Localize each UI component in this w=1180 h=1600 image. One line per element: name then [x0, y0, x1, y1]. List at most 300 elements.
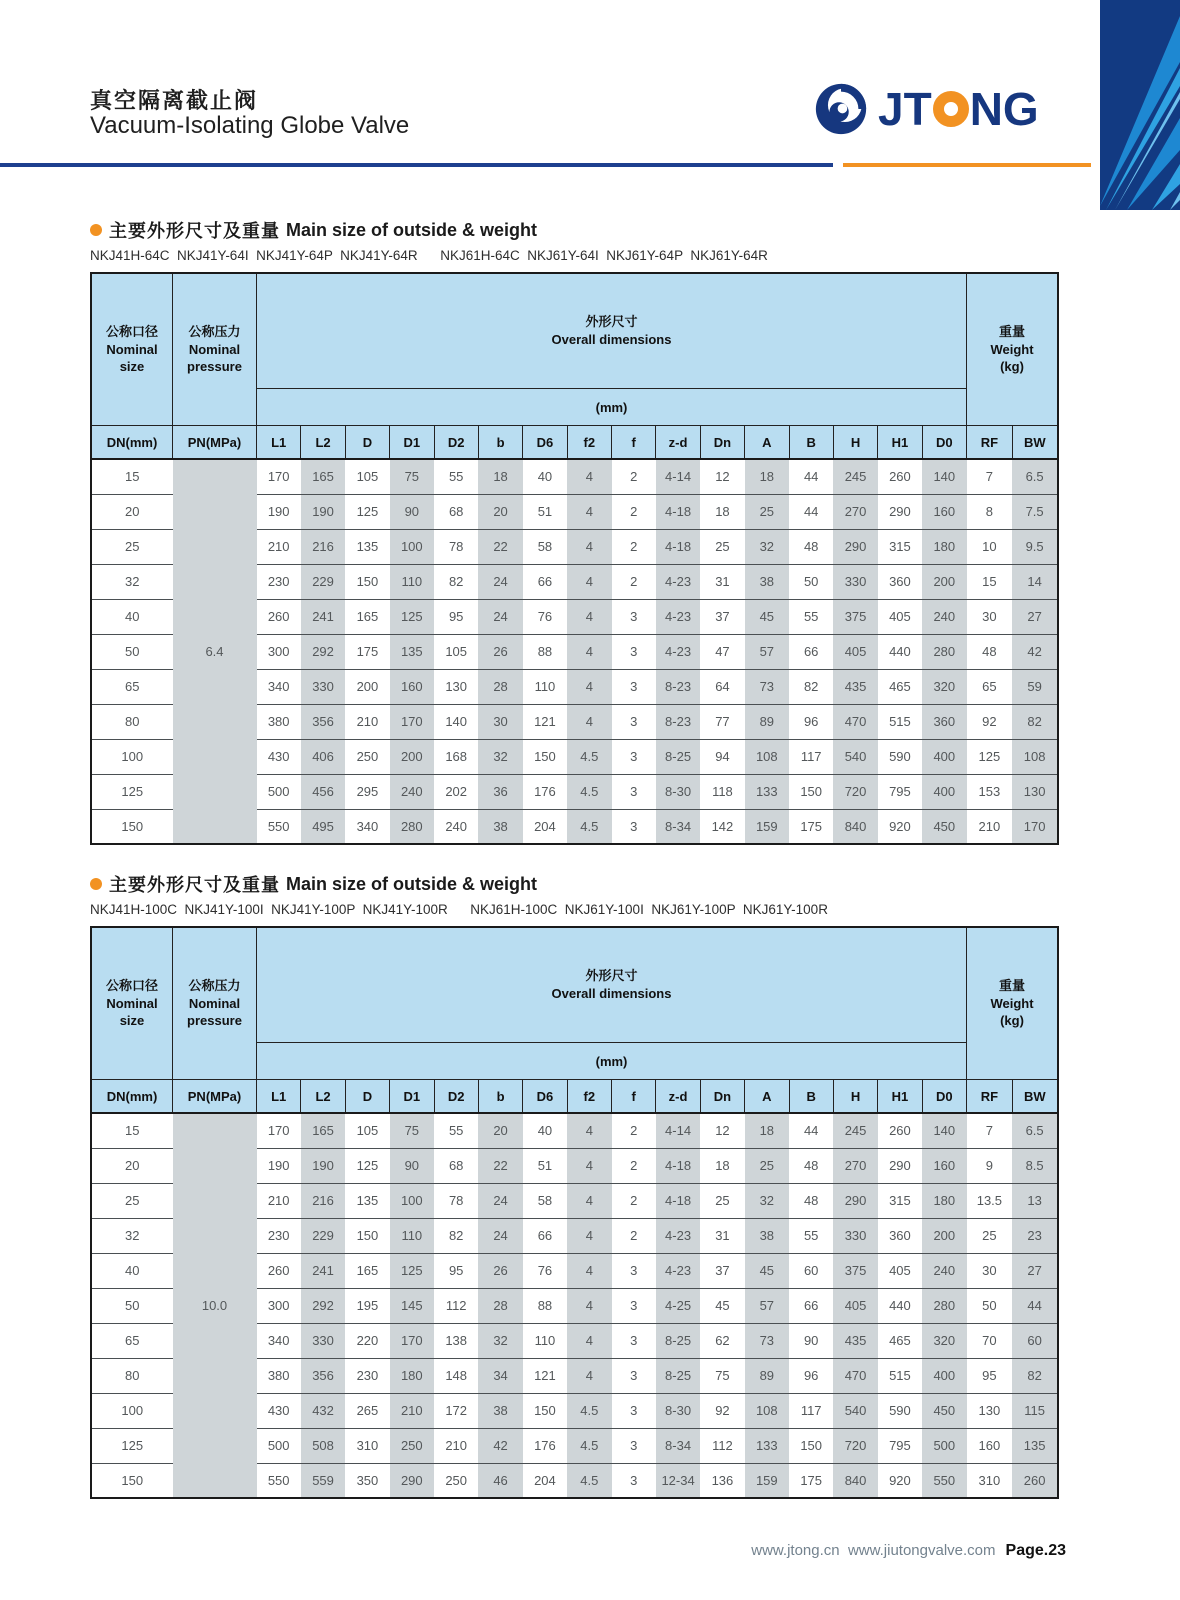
cell-f2: 4 — [567, 529, 611, 564]
cell-b: 50 — [789, 564, 833, 599]
cell-h1: 920 — [878, 809, 922, 844]
cell-z-d: 4-25 — [656, 1288, 700, 1323]
cell-d1: 135 — [390, 634, 434, 669]
cell-h: 375 — [833, 1253, 877, 1288]
cell-rf: 160 — [967, 1428, 1013, 1463]
page-title-english: Vacuum-Isolating Globe Valve — [90, 112, 410, 139]
cell-b: 30 — [478, 704, 522, 739]
column-header-bw: BW — [1012, 1080, 1058, 1114]
cell-rf: 65 — [967, 669, 1013, 704]
cell-d2: 202 — [434, 774, 478, 809]
cell-l2: 330 — [301, 669, 345, 704]
cell-dn: 64 — [700, 669, 744, 704]
cell-dn: 25 — [700, 529, 744, 564]
cell-h1: 590 — [878, 1393, 922, 1428]
cell-l1: 380 — [257, 1358, 301, 1393]
dn-value: 80 — [91, 1358, 173, 1393]
cell-f: 3 — [612, 1393, 656, 1428]
cell-a: 73 — [745, 669, 789, 704]
column-header-h1: H1 — [878, 1080, 922, 1114]
cell-b: 24 — [478, 1183, 522, 1218]
cell-a: 32 — [745, 1183, 789, 1218]
cell-h1: 405 — [878, 1253, 922, 1288]
cell-f: 3 — [612, 1358, 656, 1393]
cell-b: 117 — [789, 739, 833, 774]
cell-z-d: 8-25 — [656, 1323, 700, 1358]
cell-d6: 40 — [523, 459, 567, 494]
cell-bw: 14 — [1012, 564, 1058, 599]
cell-d1: 290 — [390, 1463, 434, 1498]
cell-b: 28 — [478, 669, 522, 704]
cell-f: 3 — [612, 1463, 656, 1498]
cell-rf: 130 — [967, 1393, 1013, 1428]
cell-h: 435 — [833, 1323, 877, 1358]
cell-d6: 66 — [523, 564, 567, 599]
cell-dn: 18 — [700, 494, 744, 529]
cell-d: 175 — [345, 634, 389, 669]
column-header-d0: D0 — [922, 426, 966, 460]
column-header-a: A — [745, 1080, 789, 1114]
cell-dn: 18 — [700, 1148, 744, 1183]
column-header-l1: L1 — [257, 1080, 301, 1114]
cell-a: 133 — [745, 774, 789, 809]
cell-dn: 31 — [700, 564, 744, 599]
cell-d: 220 — [345, 1323, 389, 1358]
cell-dn: 31 — [700, 1218, 744, 1253]
cell-d6: 121 — [523, 704, 567, 739]
section-title-en: Main size of outside & weight — [286, 219, 538, 240]
column-header-l2: L2 — [301, 426, 345, 460]
cell-f2: 4.5 — [567, 1393, 611, 1428]
cell-rf: 92 — [967, 704, 1013, 739]
cell-rf: 30 — [967, 1253, 1013, 1288]
cell-b: 20 — [478, 1113, 522, 1148]
cell-h: 840 — [833, 1463, 877, 1498]
cell-f2: 4 — [567, 599, 611, 634]
cell-h1: 260 — [878, 1113, 922, 1148]
corner-stripes-decoration — [1100, 0, 1180, 210]
cell-f2: 4 — [567, 634, 611, 669]
column-header-nominal-pressure: 公称压力 Nominal pressure — [173, 273, 257, 426]
cell-h: 405 — [833, 1288, 877, 1323]
cell-d0: 240 — [922, 1253, 966, 1288]
model-numbers: NKJ41H-64C NKJ41Y-64I NKJ41Y-64P NKJ41Y-64R NKJ61H-64C NKJ61Y-64I NKJ61Y-64P NKJ61Y-64R — [90, 248, 768, 263]
column-header-overall-dimensions: 外形尺寸 Overall dimensions — [257, 273, 967, 389]
cell-z-d: 4-14 — [656, 459, 700, 494]
cell-d1: 280 — [390, 809, 434, 844]
cell-rf: 50 — [967, 1288, 1013, 1323]
cell-bw: 44 — [1012, 1288, 1058, 1323]
column-header-f2: f2 — [567, 426, 611, 460]
cell-f: 2 — [612, 529, 656, 564]
column-header-d: D — [345, 1080, 389, 1114]
column-header-l2: L2 — [301, 1080, 345, 1114]
section-title — [90, 218, 1066, 242]
cell-f: 2 — [612, 1148, 656, 1183]
cell-d6: 51 — [523, 494, 567, 529]
cell-f2: 4 — [567, 1253, 611, 1288]
cell-dn: 136 — [700, 1463, 744, 1498]
cell-z-d: 8-23 — [656, 704, 700, 739]
section-title-zh: 主要外形尺寸及重量 — [109, 875, 280, 895]
cell-rf: 10 — [967, 529, 1013, 564]
cell-d2: 105 — [434, 634, 478, 669]
cell-d2: 82 — [434, 1218, 478, 1253]
cell-d2: 240 — [434, 809, 478, 844]
cell-b: 96 — [789, 704, 833, 739]
cell-d2: 168 — [434, 739, 478, 774]
cell-h1: 405 — [878, 599, 922, 634]
cell-bw: 23 — [1012, 1218, 1058, 1253]
cell-h: 290 — [833, 1183, 877, 1218]
cell-rf: 125 — [967, 739, 1013, 774]
cell-a: 108 — [745, 1393, 789, 1428]
cell-b: 55 — [789, 599, 833, 634]
cell-bw: 6.5 — [1012, 1113, 1058, 1148]
cell-a: 45 — [745, 599, 789, 634]
cell-h1: 465 — [878, 669, 922, 704]
cell-h: 375 — [833, 599, 877, 634]
cell-h1: 290 — [878, 1148, 922, 1183]
cell-a: 25 — [745, 494, 789, 529]
cell-d1: 75 — [390, 1113, 434, 1148]
cell-bw: 27 — [1012, 1253, 1058, 1288]
dn-value: 100 — [91, 1393, 173, 1428]
cell-bw: 13 — [1012, 1183, 1058, 1218]
column-header-rf: RF — [967, 426, 1013, 460]
cell-d2: 82 — [434, 564, 478, 599]
cell-l2: 356 — [301, 1358, 345, 1393]
table-body — [91, 1113, 1058, 1498]
cell-d2: 112 — [434, 1288, 478, 1323]
cell-b: 55 — [789, 1218, 833, 1253]
cell-rf: 30 — [967, 599, 1013, 634]
cell-d: 165 — [345, 599, 389, 634]
cell-l2: 292 — [301, 1288, 345, 1323]
cell-d0: 450 — [922, 1393, 966, 1428]
cell-d1: 110 — [390, 564, 434, 599]
cell-d2: 172 — [434, 1393, 478, 1428]
cell-d1: 180 — [390, 1358, 434, 1393]
header-divider-blue — [0, 163, 833, 167]
dimensions-table-pn64 — [90, 272, 1059, 845]
cell-b: 20 — [478, 494, 522, 529]
cell-f: 2 — [612, 494, 656, 529]
cell-b: 22 — [478, 1148, 522, 1183]
cell-z-d: 4-23 — [656, 634, 700, 669]
cell-d: 230 — [345, 1358, 389, 1393]
cell-d0: 280 — [922, 634, 966, 669]
cell-d1: 160 — [390, 669, 434, 704]
cell-h: 540 — [833, 739, 877, 774]
cell-b: 44 — [789, 1113, 833, 1148]
cell-d1: 170 — [390, 704, 434, 739]
cell-d2: 68 — [434, 494, 478, 529]
column-header-dn: DN(mm) — [91, 1080, 173, 1114]
cell-d6: 204 — [523, 809, 567, 844]
cell-d6: 121 — [523, 1358, 567, 1393]
dn-value: 15 — [91, 459, 173, 494]
cell-h1: 315 — [878, 529, 922, 564]
cell-h: 720 — [833, 1428, 877, 1463]
column-header-dn: Dn — [700, 1080, 744, 1114]
cell-l2: 406 — [301, 739, 345, 774]
cell-f: 3 — [612, 669, 656, 704]
cell-rf: 310 — [967, 1463, 1013, 1498]
cell-h: 330 — [833, 564, 877, 599]
cell-f2: 4 — [567, 1113, 611, 1148]
cell-d6: 58 — [523, 1183, 567, 1218]
cell-l1: 380 — [257, 704, 301, 739]
footer-urls: www.jtong.cn www.jiutongvalve.com — [751, 1542, 996, 1559]
cell-z-d: 12-34 — [656, 1463, 700, 1498]
dn-value: 40 — [91, 599, 173, 634]
column-header-b: B — [789, 1080, 833, 1114]
column-header-pn: PN(MPa) — [173, 426, 257, 460]
cell-f2: 4 — [567, 669, 611, 704]
cell-d0: 160 — [922, 1148, 966, 1183]
section-title-zh: 主要外形尺寸及重量 — [109, 221, 280, 241]
logo-text-jt: JT — [878, 83, 932, 135]
cell-b: 42 — [478, 1428, 522, 1463]
logo-swirl-icon — [812, 80, 870, 138]
column-header-d6: D6 — [523, 1080, 567, 1114]
table-row-dn-15 — [91, 459, 1058, 494]
cell-f: 2 — [612, 1218, 656, 1253]
cell-b: 90 — [789, 1323, 833, 1358]
cell-d: 165 — [345, 1253, 389, 1288]
cell-d6: 66 — [523, 1218, 567, 1253]
cell-f: 3 — [612, 704, 656, 739]
cell-d0: 200 — [922, 1218, 966, 1253]
cell-z-d: 8-23 — [656, 669, 700, 704]
column-header-f: f — [612, 1080, 656, 1114]
cell-dn: 12 — [700, 459, 744, 494]
cell-dn: 37 — [700, 1253, 744, 1288]
cell-a: 159 — [745, 809, 789, 844]
cell-d: 150 — [345, 564, 389, 599]
cell-rf: 95 — [967, 1358, 1013, 1393]
cell-b: 24 — [478, 1218, 522, 1253]
dn-value: 65 — [91, 1323, 173, 1358]
cell-d: 265 — [345, 1393, 389, 1428]
cell-f: 2 — [612, 1113, 656, 1148]
cell-f: 3 — [612, 774, 656, 809]
cell-f2: 4 — [567, 1148, 611, 1183]
cell-d6: 88 — [523, 1288, 567, 1323]
cell-bw: 6.5 — [1012, 459, 1058, 494]
cell-b: 66 — [789, 1288, 833, 1323]
cell-b: 48 — [789, 1183, 833, 1218]
cell-l1: 190 — [257, 1148, 301, 1183]
cell-d1: 210 — [390, 1393, 434, 1428]
cell-l2: 190 — [301, 1148, 345, 1183]
cell-dn: 62 — [700, 1323, 744, 1358]
section-pn64 — [90, 218, 1066, 845]
cell-h1: 360 — [878, 564, 922, 599]
cell-l2: 330 — [301, 1323, 345, 1358]
cell-dn: 142 — [700, 809, 744, 844]
cell-h: 470 — [833, 704, 877, 739]
cell-a: 133 — [745, 1428, 789, 1463]
cell-a: 18 — [745, 1113, 789, 1148]
cell-h1: 590 — [878, 739, 922, 774]
cell-d6: 88 — [523, 634, 567, 669]
section-pn100 — [90, 872, 1066, 1499]
cell-d1: 240 — [390, 774, 434, 809]
cell-h: 540 — [833, 1393, 877, 1428]
cell-f: 3 — [612, 1253, 656, 1288]
cell-d2: 55 — [434, 1113, 478, 1148]
cell-bw: 9.5 — [1012, 529, 1058, 564]
cell-b: 175 — [789, 1463, 833, 1498]
cell-d: 195 — [345, 1288, 389, 1323]
cell-d: 105 — [345, 1113, 389, 1148]
cell-b: 44 — [789, 459, 833, 494]
cell-d6: 51 — [523, 1148, 567, 1183]
cell-l1: 260 — [257, 1253, 301, 1288]
cell-d6: 76 — [523, 1253, 567, 1288]
cell-dn: 25 — [700, 1183, 744, 1218]
cell-dn: 118 — [700, 774, 744, 809]
logo-text-ng: NG — [969, 83, 1039, 135]
cell-a: 57 — [745, 634, 789, 669]
page-number: Page.23 — [1005, 1542, 1066, 1559]
dn-value: 32 — [91, 564, 173, 599]
cell-f2: 4 — [567, 1358, 611, 1393]
cell-d1: 125 — [390, 1253, 434, 1288]
cell-f2: 4 — [567, 1323, 611, 1358]
cell-a: 73 — [745, 1323, 789, 1358]
column-header-h: H — [833, 1080, 877, 1114]
cell-f: 2 — [612, 564, 656, 599]
cell-a: 38 — [745, 564, 789, 599]
cell-l2: 356 — [301, 704, 345, 739]
cell-d0: 140 — [922, 459, 966, 494]
cell-d6: 40 — [523, 1113, 567, 1148]
cell-bw: 115 — [1012, 1393, 1058, 1428]
column-header-f2: f2 — [567, 1080, 611, 1114]
cell-d1: 170 — [390, 1323, 434, 1358]
cell-b: 48 — [789, 1148, 833, 1183]
cell-z-d: 4-18 — [656, 1183, 700, 1218]
cell-b: 175 — [789, 809, 833, 844]
cell-z-d: 4-23 — [656, 599, 700, 634]
dn-value: 125 — [91, 774, 173, 809]
cell-d: 105 — [345, 459, 389, 494]
cell-l1: 230 — [257, 564, 301, 599]
dn-value: 32 — [91, 1218, 173, 1253]
cell-bw: 60 — [1012, 1323, 1058, 1358]
cell-d6: 58 — [523, 529, 567, 564]
column-header-pn: PN(MPa) — [173, 1080, 257, 1114]
cell-h1: 795 — [878, 774, 922, 809]
cell-d: 125 — [345, 494, 389, 529]
cell-z-d: 4-18 — [656, 1148, 700, 1183]
logo-text — [878, 83, 1039, 135]
cell-d2: 68 — [434, 1148, 478, 1183]
cell-rf: 13.5 — [967, 1183, 1013, 1218]
cell-d6: 150 — [523, 1393, 567, 1428]
cell-rf: 9 — [967, 1148, 1013, 1183]
cell-l1: 300 — [257, 1288, 301, 1323]
cell-rf: 48 — [967, 634, 1013, 669]
cell-z-d: 8-34 — [656, 1428, 700, 1463]
cell-l2: 241 — [301, 1253, 345, 1288]
cell-bw: 108 — [1012, 739, 1058, 774]
cell-d2: 148 — [434, 1358, 478, 1393]
cell-l2: 190 — [301, 494, 345, 529]
cell-d6: 176 — [523, 774, 567, 809]
column-header-d1: D1 — [390, 1080, 434, 1114]
cell-d: 135 — [345, 1183, 389, 1218]
column-header-d0: D0 — [922, 1080, 966, 1114]
cell-d2: 130 — [434, 669, 478, 704]
cell-l2: 229 — [301, 564, 345, 599]
cell-l1: 340 — [257, 1323, 301, 1358]
cell-d0: 320 — [922, 1323, 966, 1358]
cell-d2: 78 — [434, 1183, 478, 1218]
cell-z-d: 4-18 — [656, 494, 700, 529]
cell-d1: 100 — [390, 529, 434, 564]
cell-h1: 920 — [878, 1463, 922, 1498]
cell-l2: 559 — [301, 1463, 345, 1498]
page-title-chinese: 真空隔离截止阀 — [90, 88, 259, 113]
cell-l2: 456 — [301, 774, 345, 809]
cell-l2: 508 — [301, 1428, 345, 1463]
cell-bw: 82 — [1012, 704, 1058, 739]
cell-f2: 4 — [567, 564, 611, 599]
cell-l2: 241 — [301, 599, 345, 634]
cell-b: 44 — [789, 494, 833, 529]
cell-l2: 229 — [301, 1218, 345, 1253]
cell-d0: 180 — [922, 529, 966, 564]
dn-value: 25 — [91, 1183, 173, 1218]
cell-b: 26 — [478, 634, 522, 669]
pn-value: 10.0 — [173, 1113, 257, 1498]
dn-value: 20 — [91, 494, 173, 529]
dn-value: 80 — [91, 704, 173, 739]
cell-b: 48 — [789, 529, 833, 564]
dn-value: 15 — [91, 1113, 173, 1148]
cell-d0: 450 — [922, 809, 966, 844]
cell-h1: 360 — [878, 1218, 922, 1253]
cell-b: 150 — [789, 1428, 833, 1463]
dn-value: 40 — [91, 1253, 173, 1288]
cell-h1: 515 — [878, 1358, 922, 1393]
cell-b: 82 — [789, 669, 833, 704]
cell-d6: 150 — [523, 739, 567, 774]
cell-h: 840 — [833, 809, 877, 844]
column-header-mm-unit: (mm) — [257, 389, 967, 426]
cell-b: 32 — [478, 739, 522, 774]
cell-l1: 550 — [257, 1463, 301, 1498]
cell-d0: 140 — [922, 1113, 966, 1148]
cell-d2: 95 — [434, 599, 478, 634]
cell-z-d: 4-14 — [656, 1113, 700, 1148]
cell-l1: 230 — [257, 1218, 301, 1253]
cell-f2: 4 — [567, 459, 611, 494]
column-header-d: D — [345, 426, 389, 460]
cell-d: 200 — [345, 669, 389, 704]
cell-h1: 465 — [878, 1323, 922, 1358]
cell-l1: 260 — [257, 599, 301, 634]
cell-f: 3 — [612, 739, 656, 774]
cell-b: 18 — [478, 459, 522, 494]
dn-value: 50 — [91, 634, 173, 669]
cell-bw: 130 — [1012, 774, 1058, 809]
cell-h1: 515 — [878, 704, 922, 739]
